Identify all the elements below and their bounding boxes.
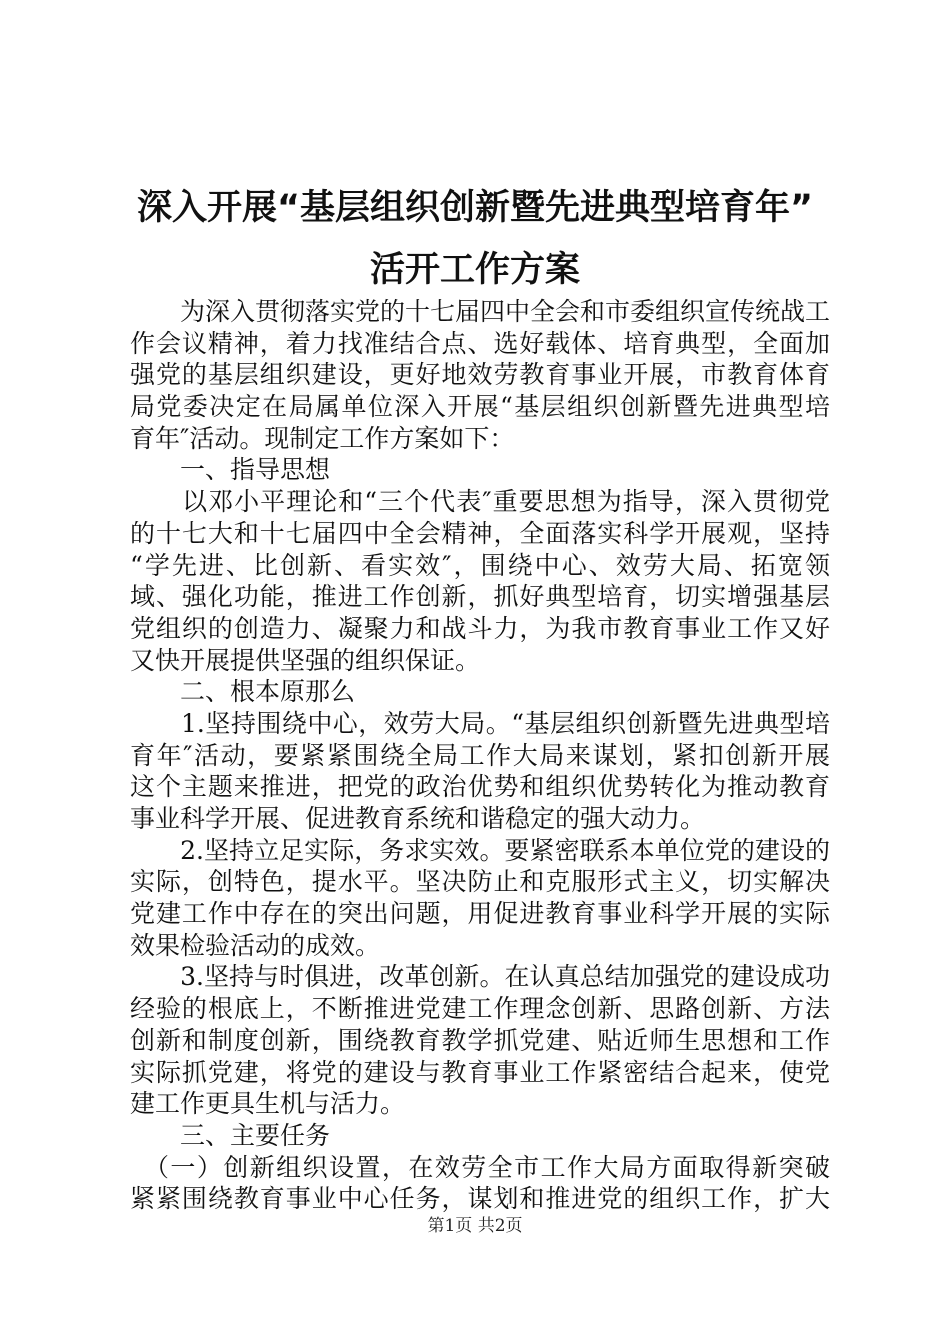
body-line: 创新和制度创新，围绕教育教学抓党建、贴近师生思想和工作 bbox=[130, 1025, 830, 1055]
body-line: （一）创新组织设置，在效劳全市工作大局方面取得新突破 bbox=[130, 1152, 830, 1182]
document-body bbox=[130, 296, 830, 1215]
body-line: 事业科学开展、促进教育系统和谐稳定的强大动力。 bbox=[130, 804, 706, 833]
body-line: 三、主要任务 bbox=[130, 1120, 331, 1150]
body-line: 实际抓党建，将党的建设与教育事业工作紧密结合起来，使党 bbox=[130, 1057, 830, 1087]
body-line: 作会议精神，着力找准结合点、选好载体、培育典型，全面加 bbox=[130, 328, 830, 358]
body-line: 域、强化功能，推进工作创新，抓好典型培育，切实增强基层 bbox=[130, 582, 830, 612]
body-line: 育年″活动。现制定工作方案如下： bbox=[130, 423, 515, 453]
body-line: 3.坚持与时俱进，改革创新。在认真总结加强党的建设成功 bbox=[130, 962, 830, 992]
body-line: 2.坚持立足实际，务求实效。要紧密联系本单位党的建设的 bbox=[130, 835, 830, 865]
body-line: 育年″活动，要紧紧围绕全局工作大局来谋划，紧扣创新开展 bbox=[130, 740, 830, 770]
body-line: 以邓小平理论和“三个代表″重要思想为指导，深入贯彻党 bbox=[130, 487, 830, 517]
body-line: 建工作更具生机与活力。 bbox=[130, 1089, 406, 1119]
page-footer: 第1页 共2页 bbox=[427, 1216, 523, 1236]
body-line: 实际，创特色，提水平。坚决防止和克服形式主义，切实解决 bbox=[130, 867, 830, 897]
body-line: 为深入贯彻落实党的十七届四中全会和市委组织宣传统战工 bbox=[130, 297, 830, 326]
body-line: 的十七大和十七届四中全会精神，全面落实科学开展观，坚持 bbox=[130, 518, 830, 548]
body-line: 1.坚持围绕中心，效劳大局。“基层组织创新暨先进典型培 bbox=[130, 708, 830, 738]
body-line: 又快开展提供坚强的组织保证。 bbox=[130, 645, 481, 675]
body-line: 党建工作中存在的突出问题，用促进教育事业科学开展的实际 bbox=[130, 899, 830, 929]
body-line: 紧紧围绕教育事业中心任务，谋划和推进党的组织工作，扩大 bbox=[130, 1184, 830, 1214]
body-line: 一、指导思想 bbox=[130, 455, 331, 485]
body-line: “学先进、比创新、看实效″，围绕中心、效劳大局、拓宽领 bbox=[130, 550, 830, 580]
document-title-line-1: 深入开展“基层组织创新暨先进典型培育年” bbox=[136, 188, 813, 228]
body-line: 党组织的创造力、凝聚力和战斗力，为我市教育事业工作又好 bbox=[130, 613, 830, 643]
body-line: 经验的根底上，不断推进党建工作理念创新、思路创新、方法 bbox=[130, 994, 830, 1024]
body-line: 强党的基层组织建设，更好地效劳教育事业开展，市教育体育 bbox=[130, 360, 830, 390]
body-line: 这个主题来推进，把党的政治优势和组织优势转化为推动教育 bbox=[130, 772, 830, 802]
body-line: 效果检验活动的成效。 bbox=[130, 930, 381, 960]
body-line: 二、根本原那么 bbox=[130, 677, 356, 707]
document-title-line-2: 活开工作方案 bbox=[369, 250, 580, 290]
body-line: 局党委决定在局属单位深入开展“基层组织创新暨先进典型培 bbox=[130, 392, 830, 422]
